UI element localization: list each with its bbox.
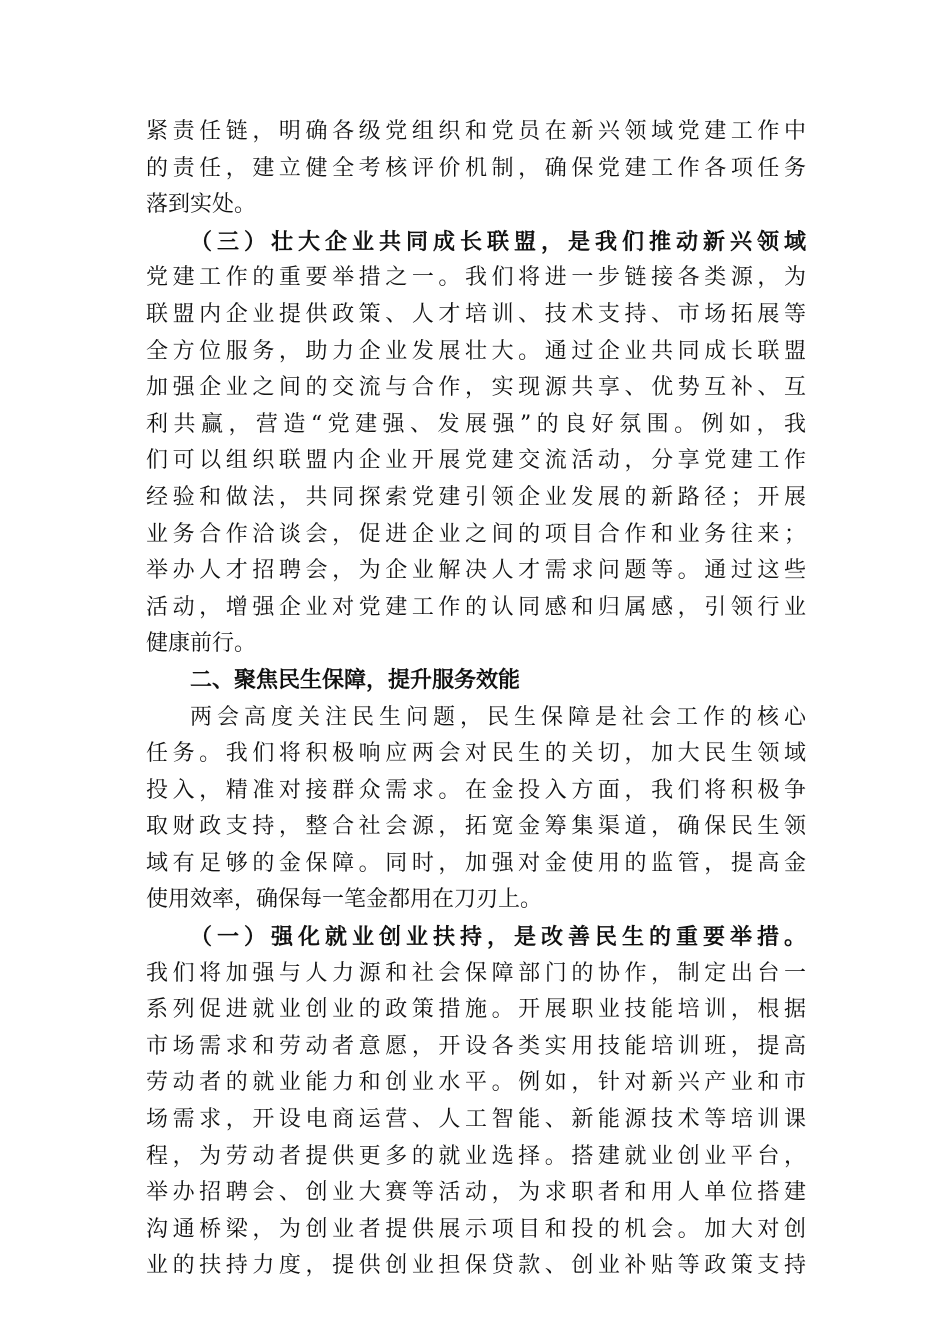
text-line: 落到实处。 [146,192,257,218]
text-line: 业务合作洽谈会，促进企业之间的项目合作和业务往来； [146,521,806,547]
text-line: 的责任，建立健全考核评价机制，确保党建工作各项任务 [146,155,806,181]
text-line: 系列促进就业创业的政策措施。开展职业技能培训，根据 [146,997,806,1023]
text-line: 全方位服务，助力企业发展壮大。通过企业共同成长联盟 [146,338,806,364]
text-line: 活动，增强企业对党建工作的认同感和归属感，引领行业 [146,594,806,620]
text-line: 们可以组织联盟内企业开展党建交流活动，分享党建工作 [146,448,806,474]
text-line: （一）强化就业创业扶持，是改善民生的重要举措。 [190,924,806,951]
text-line: 党建工作的重要举措之一。我们将进一步链接各类源，为 [146,265,806,291]
text-line: 加强企业之间的交流与合作，实现源共享、优势互补、互 [146,375,806,401]
text-line: 举办招聘会、创业大赛等活动，为求职者和用人单位搭建 [146,1180,806,1206]
text-line: 紧责任链，明确各级党组织和党员在新兴领域党建工作中 [146,119,806,144]
section-heading: 二、聚焦民生保障，提升服务效能 [190,667,521,693]
text-line: 业的扶持力度，提供创业担保贷款、创业补贴等政策支持 [146,1253,806,1279]
text-line: （三）壮大企业共同成长联盟，是我们推动新兴领域 [190,228,806,255]
text-line: 沟通桥梁，为创业者提供展示项目和投的机会。加大对创 [146,1216,806,1242]
text-line: 市场需求和劳动者意愿，开设各类实用技能培训班，提高 [146,1033,806,1059]
text-line: 域有足够的金保障。同时，加强对金使用的监管，提高金 [146,850,806,876]
text-line: 任务。我们将积极响应两会对民生的关切，加大民生领域 [146,741,806,767]
text-line: 劳动者的就业能力和创业水平。例如，针对新兴产业和市 [146,1070,806,1096]
text-line: 使用效率，确保每一笔金都用在刀刃上。 [146,887,543,913]
text-line: 利共赢，营造“党建强、发展强”的良好氛围。例如，我 [146,411,806,437]
document-page [146,114,806,1285]
text-line: 场需求，开设电商运营、人工智能、新能源技术等培训课 [146,1107,806,1133]
text-line: 联盟内企业提供政策、人才培训、技术支持、市场拓展等 [146,301,806,327]
text-line: 投入，精准对接群众需求。在金投入方面，我们将积极争 [146,777,806,803]
text-line: 我们将加强与人力源和社会保障部门的协作，制定出台一 [146,960,806,986]
text-line: 两会高度关注民生问题，民生保障是社会工作的核心 [190,704,806,730]
text-line: 程，为劳动者提供更多的就业选择。搭建就业创业平台， [146,1143,806,1169]
text-line: 经验和做法，共同探索党建引领企业发展的新路径；开展 [146,484,806,510]
text-line: 举办人才招聘会，为企业解决人才需求问题等。通过这些 [146,558,806,584]
text-line: 取财政支持，整合社会源，拓宽金筹集渠道，确保民生领 [146,814,806,840]
text-line: 健康前行。 [146,631,257,657]
